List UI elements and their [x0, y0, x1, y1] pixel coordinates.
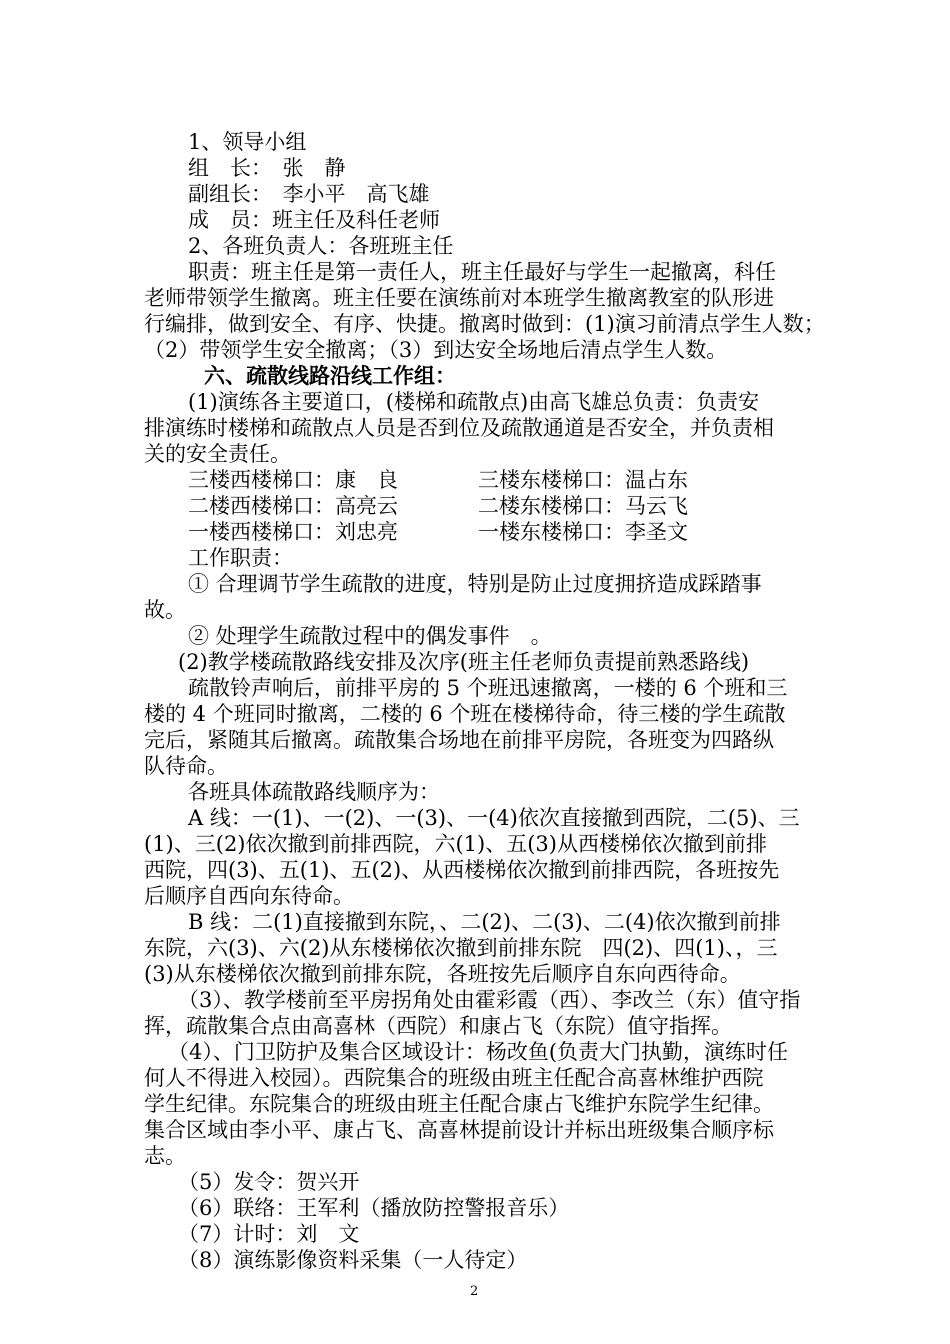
text-line: 二楼西楼梯口：高亮云 — [188, 494, 398, 518]
text-line: 疏散铃声响后，前排平房的 5 个班迅速撤离，一楼的 6 个班和三 — [188, 676, 788, 700]
text-line: 队待命。 — [144, 754, 228, 778]
text-line: 挥，疏散集合点由高喜林（西院）和康占飞（东院）值守指挥。 — [144, 1014, 732, 1038]
text-line: 三楼东楼梯口：温占东 — [478, 468, 688, 492]
text-line: 关的安全责任。 — [144, 442, 291, 466]
text-line: 故。 — [144, 598, 186, 622]
text-line: 行编排，做到安全、有序、快捷。撤离时做到：(1)演习前清点学生人数； — [144, 312, 825, 336]
text-line: 何人不得进入校园）。西院集合的班级由班主任配合高喜林维护西院 — [144, 1066, 764, 1090]
text-line: ② 处理学生疏散过程中的偶发事件 。 — [188, 624, 552, 648]
text-line: 学生纪律。东院集合的班级由班主任配合康占飞维护东院学生纪律。 — [144, 1092, 774, 1116]
text-line: 工作职责： — [188, 546, 293, 570]
text-line: 排演练时楼梯和疏散点人员是否到位及疏散通道是否安全，并负责相 — [144, 416, 774, 440]
text-line: 东院，六(3)、六(2)从东楼梯依次撤到前排东院 四(2)、四(1)、，三 — [144, 936, 778, 960]
text-line: 三楼西楼梯口：康 良 — [188, 468, 398, 492]
text-line: 老师带领学生撤离。班主任要在演练前对本班学生撤离教室的队形进 — [144, 286, 774, 310]
text-line: (3)从东楼梯依次撤到前排东院，各班按先后顺序自东向西待命。 — [144, 962, 741, 986]
text-line: (2)教学楼疏散路线安排及次序(班主任老师负责提前熟悉路线) — [178, 650, 750, 674]
text-line: 职责：班主任是第一责任人，班主任最好与学生一起撤离，科任 — [188, 260, 776, 284]
section-heading: 六、疏散线路沿线工作组： — [204, 363, 456, 388]
text-line: 西院，四(3)、五(1)、五(2)、从西楼梯依次撤到前排西院，各班按先 — [144, 858, 780, 882]
text-line: 各班具体疏散路线顺序为： — [188, 780, 440, 804]
text-line: 志。 — [144, 1144, 186, 1168]
text-line: (1)演练各主要道口，(楼梯和疏散点)由高飞雄总负责：负责安 — [188, 390, 760, 414]
text-line: （8）演练影像资料采集（一人待定） — [178, 1248, 528, 1272]
text-line: 组 长： 张 静 — [188, 156, 346, 180]
text-line: B 线：二(1)直接撤到东院，、二(2)、二(3)、二(4)依次撤到前排 — [188, 910, 781, 934]
text-line: 成 员：班主任及科任老师 — [188, 208, 440, 232]
text-line: 一楼东楼梯口：李圣文 — [478, 520, 688, 544]
text-line: 副组长： 李小平 高飞雄 — [188, 182, 430, 206]
text-line: 后顺序自西向东待命。 — [144, 884, 354, 908]
text-line: 一楼西楼梯口：刘忠亮 — [188, 520, 398, 544]
text-line: （3）、教学楼前至平房拐角处由霍彩霞（西）、李改兰（东）值守指 — [178, 988, 801, 1012]
text-line: (1)、三(2)依次撤到前排西院，六(1)、五(3)从西楼梯依次撤到前排 — [144, 832, 767, 856]
text-line: 集合区域由李小平、康占飞、高喜林提前设计并标出班级集合顺序标 — [144, 1118, 774, 1142]
text-line: 完后，紧随其后撤离。疏散集合场地在前排平房院，各班变为四路纵 — [144, 728, 774, 752]
text-line: （5）发令：贺兴开 — [178, 1170, 360, 1194]
text-line: 二楼东楼梯口：马云飞 — [478, 494, 688, 518]
text-line: ① 合理调节学生疏散的进度，特别是防止过度拥挤造成踩踏事 — [188, 572, 762, 596]
text-line: （2）带领学生安全撤离；（3）到达安全场地后清点学生人数。 — [144, 338, 728, 362]
text-line: 1、领导小组 — [188, 130, 307, 154]
text-line: （4）、门卫防护及集合区域设计：杨改鱼(负责大门执勤，演练时任 — [168, 1040, 789, 1064]
text-line: A 线：一(1)、一(2)、一(3)、一(4)依次直接撤到西院，二(5)、三 — [188, 806, 800, 830]
text-line: （7）计时：刘 文 — [178, 1222, 360, 1246]
text-line: （6）联络：王军利（播放防控警报音乐） — [178, 1196, 570, 1220]
text-line: 2、各班负责人：各班班主任 — [188, 234, 454, 258]
text-line: 楼的 4 个班同时撤离，二楼的 6 个班在楼梯待命，待三楼的学生疏散 — [144, 702, 786, 726]
page-number: 2 — [470, 1284, 479, 1299]
